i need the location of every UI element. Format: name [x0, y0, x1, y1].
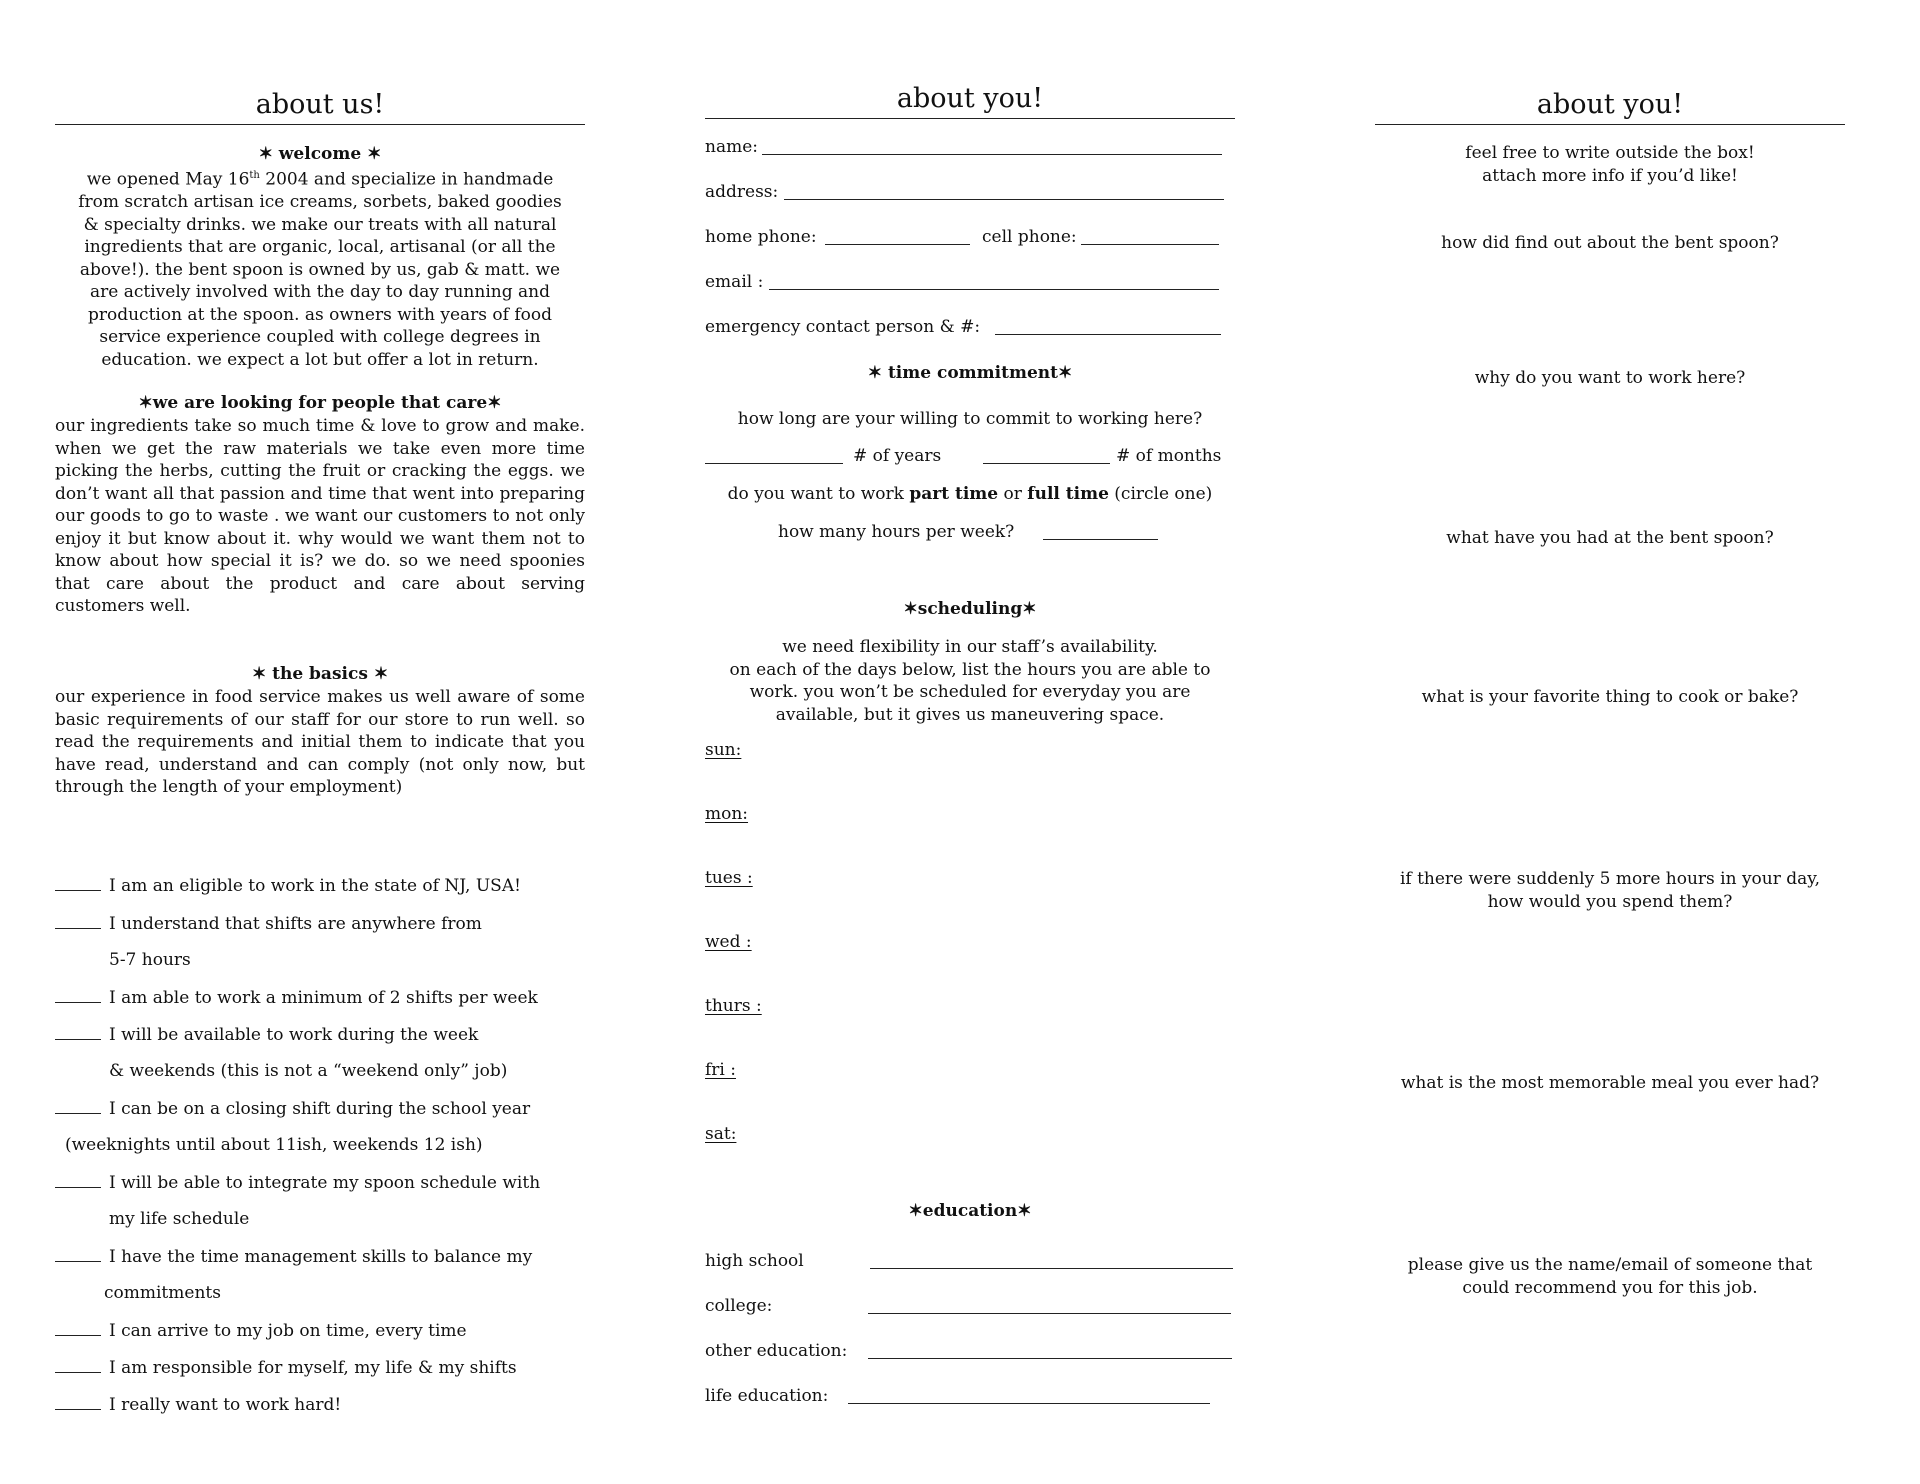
life-education-field[interactable]	[848, 1402, 1210, 1404]
cell-phone-label: cell phone:	[982, 227, 1077, 247]
welcome-text: we opened May 16th 2004 and specialize in handmade from scratch artisan ice creams, sorbets, baked goodies & specialty drinks. we make our treats with all natural ingredients that are organic, local, artisanal (or all the above!). the bent spoon is owned by us, gab & matt. we are actively involved with the day to day running and production at the spoon. as owners with years of food service experience coupled with college degrees in education. we expect a lot but offer a lot in return.	[78, 169, 562, 370]
day-fri[interactable]: fri :	[705, 1060, 736, 1080]
requirement-item: I really want to work hard!	[55, 1393, 341, 1416]
about-you-form-title: about you!	[705, 82, 1235, 119]
name-field[interactable]	[762, 153, 1222, 155]
requirement-item: I can arrive to my job on time, every time	[55, 1319, 467, 1342]
email-field[interactable]	[769, 288, 1219, 290]
hours-question: how many hours per week?	[778, 522, 1015, 542]
requirement-item: I have the time management skills to balance my	[55, 1245, 532, 1268]
basics-text: our experience in food service makes us well aware of some basic requirements of our staff for our store to run well. so read the requirements and initial them to indicate that you have read, understand and can comply (not only now, but through the length of your employment)	[55, 687, 585, 797]
intro-text: feel free to write outside the box! attach more info if you’d like!	[1465, 143, 1755, 186]
day-thurs[interactable]: thurs :	[705, 996, 762, 1016]
name-label: name:	[705, 137, 758, 157]
question-memorable-meal: what is the most memorable meal you ever had?	[1400, 1073, 1820, 1093]
requirement-item: I will be available to work during the week	[55, 1023, 478, 1046]
education-heading: ✶education✶	[908, 1201, 1032, 1221]
care-heading: ✶we are looking for people that care✶	[138, 393, 502, 413]
emergency-label: emergency contact person & #:	[705, 317, 981, 337]
care-text: our ingredients take so much time & love to grow and make. when we get the raw materials we take even more time picking the herbs, cutting the fruit or cracking the eggs. we don’t want all that passion and time that went into preparing our goods to go to waste . we want our customers to not only enjoy it but know about it. why would we want them not to know about how special it is? we do. so we need spoonies that care about the product and care about serving customers well.	[55, 416, 585, 616]
requirement-item: I am an eligible to work in the state of NJ, USA!	[55, 874, 521, 897]
other-education-field[interactable]	[868, 1357, 1232, 1359]
high-school-label: high school	[705, 1251, 804, 1271]
emergency-field[interactable]	[995, 333, 1221, 335]
part-time-option[interactable]: part time	[909, 484, 999, 504]
initial-blank[interactable]	[55, 1171, 101, 1188]
day-sat[interactable]: sat:	[705, 1124, 737, 1144]
requirement-continuation: commitments	[104, 1283, 221, 1303]
requirement-item: I understand that shifts are anywhere from	[55, 912, 482, 935]
email-label: email :	[705, 272, 764, 292]
cell-phone-field[interactable]	[1081, 243, 1219, 245]
initial-blank[interactable]	[55, 1393, 101, 1410]
address-label: address:	[705, 182, 779, 202]
work-type-question: do you want to work part time or full time (circle one)	[727, 484, 1213, 504]
day-mon[interactable]: mon:	[705, 804, 749, 824]
question-favorite-cook: what is your favorite thing to cook or bake?	[1421, 687, 1799, 707]
home-phone-label: home phone:	[705, 227, 817, 247]
scheduling-heading: ✶scheduling✶	[903, 599, 1037, 619]
years-field[interactable]	[705, 462, 843, 464]
initial-blank[interactable]	[55, 912, 101, 929]
question-five-hours: if there were suddenly 5 more hours in your day, how would you spend them?	[1399, 869, 1821, 912]
day-sun[interactable]: sun:	[705, 740, 742, 760]
college-field[interactable]	[868, 1312, 1231, 1314]
other-education-label: other education:	[705, 1341, 848, 1361]
initial-blank[interactable]	[55, 1356, 101, 1373]
initial-blank[interactable]	[55, 874, 101, 891]
full-time-option[interactable]: full time	[1027, 484, 1109, 504]
about-us-title: about us!	[55, 88, 585, 125]
college-label: college:	[705, 1296, 773, 1316]
home-phone-field[interactable]	[825, 243, 970, 245]
address-field[interactable]	[784, 198, 1224, 200]
initial-blank[interactable]	[55, 1023, 101, 1040]
time-commitment-heading: ✶ time commitment✶	[867, 363, 1073, 383]
requirement-continuation: (weeknights until about 11ish, weekends 12 ish)	[65, 1135, 483, 1155]
initial-blank[interactable]	[55, 1245, 101, 1262]
basics-heading: ✶ the basics ✶	[251, 664, 389, 684]
requirement-continuation: my life schedule	[109, 1209, 250, 1229]
initial-blank[interactable]	[55, 1319, 101, 1336]
hours-field[interactable]	[1043, 538, 1158, 540]
years-label: # of years	[853, 446, 942, 466]
months-field[interactable]	[983, 462, 1110, 464]
day-tues[interactable]: tues :	[705, 868, 753, 888]
question-had-at-spoon: what have you had at the bent spoon?	[1446, 528, 1774, 548]
scheduling-text: we need flexibility in our staff’s availability. on each of the days below, list the hours you are able to work. you won’t be scheduled for everyday you are available, but it gives us maneuvering space.	[729, 637, 1211, 725]
life-education-label: life education:	[705, 1386, 829, 1406]
initial-blank[interactable]	[55, 986, 101, 1003]
high-school-field[interactable]	[870, 1267, 1233, 1269]
question-why-work: why do you want to work here?	[1474, 368, 1746, 388]
question-reference: please give us the name/email of someone that could recommend you for this job.	[1407, 1255, 1813, 1298]
day-wed[interactable]: wed :	[705, 932, 752, 952]
welcome-heading: ✶ welcome ✶	[258, 144, 382, 164]
requirement-continuation: & weekends (this is not a “weekend only” job)	[109, 1061, 508, 1081]
requirement-item: I am responsible for myself, my life & my shifts	[55, 1356, 517, 1379]
requirement-item: I will be able to integrate my spoon schedule with	[55, 1171, 540, 1194]
months-label: # of months	[1116, 446, 1222, 466]
requirement-item: I am able to work a minimum of 2 shifts per week	[55, 986, 538, 1009]
initial-blank[interactable]	[55, 1097, 101, 1114]
question-discovery: how did find out about the bent spoon?	[1441, 233, 1779, 253]
commit-question: how long are your willing to commit to working here?	[737, 409, 1203, 429]
requirement-continuation: 5-7 hours	[109, 950, 191, 970]
requirement-item: I can be on a closing shift during the school year	[55, 1097, 530, 1120]
about-you-questions-title: about you!	[1375, 88, 1845, 125]
